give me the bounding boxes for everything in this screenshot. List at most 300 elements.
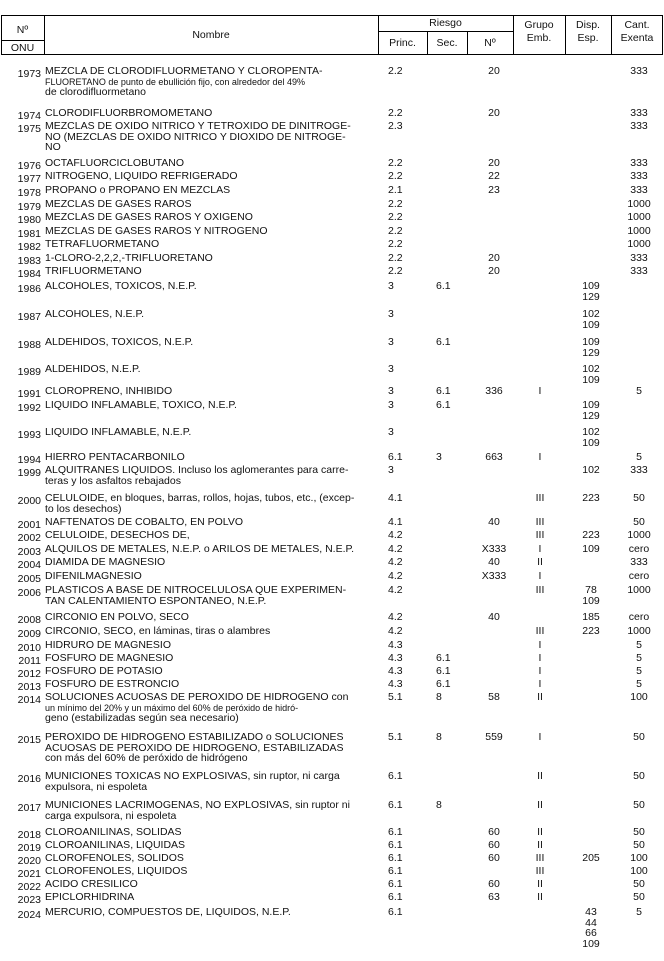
exempt-quantity (618, 692, 660, 703)
risk-principal: 6.1 (388, 770, 403, 782)
exempt-quantity-value: 50 (633, 770, 645, 782)
risk-number: X333 (481, 570, 507, 582)
exempt-quantity (618, 226, 660, 237)
exempt-quantity (618, 158, 660, 169)
substance-name-line: CLOROANILINAS, LIQUIDAS (45, 839, 186, 851)
substance-name-line: teras y los asfaltos rebajados (45, 474, 181, 487)
special-provision-code: 102 (582, 464, 600, 476)
special-provision-code: 129 (582, 346, 600, 359)
exempt-quantity-value: cero (628, 611, 650, 623)
un-number: 2012 (17, 668, 41, 680)
packing-group: II (537, 826, 543, 838)
risk-secondary: 6.1 (436, 385, 451, 397)
substance-name (45, 253, 385, 264)
un-number: 1976 (17, 160, 41, 172)
header-grupo-label: Emb. (526, 32, 552, 44)
risk-number: X333 (481, 543, 507, 555)
packing-group: I (538, 652, 542, 664)
substance-name-line: LIQUIDO INFLAMABLE, TOXICO, N.E.P. (45, 399, 237, 411)
special-provision-code: 109 (582, 280, 600, 292)
substance-name-line: NO (45, 141, 61, 153)
exempt-quantity (618, 386, 660, 397)
special-provision-code: 109 (582, 436, 600, 449)
risk-principal: 3 (388, 363, 394, 375)
un-number: 1982 (17, 241, 41, 253)
special-provisions (571, 337, 611, 358)
exempt-quantity-value: 1000 (627, 238, 651, 250)
risk-secondary: 6.1 (436, 336, 451, 348)
risk-principal: 6.1 (388, 878, 403, 890)
substance-name (45, 121, 385, 153)
header-grupo-label: Grupo (524, 19, 554, 31)
risk-principal: 6.1 (388, 799, 403, 811)
packing-group: III (535, 516, 545, 528)
risk-number: 20 (488, 252, 500, 264)
un-number: 1987 (17, 311, 41, 323)
special-provision-code: 78 (585, 584, 597, 596)
exempt-quantity (618, 800, 660, 811)
substance-name-line: un mínimo del 20% y un máximo del 60% de peróxido de hidró- (45, 702, 299, 713)
exempt-quantity-value: 333 (630, 157, 648, 169)
exempt-quantity-value: 333 (630, 120, 648, 132)
un-number: 1993 (17, 429, 41, 441)
risk-number: 58 (488, 691, 500, 703)
substance-name-line: NITROGENO, LIQUIDO REFRIGERADO (45, 170, 238, 182)
exempt-quantity-value: cero (628, 570, 650, 582)
un-number: 2023 (17, 894, 41, 906)
exempt-quantity-value: 5 (636, 678, 642, 690)
risk-principal: 4.2 (388, 529, 403, 541)
un-number: 1979 (17, 201, 41, 213)
un-number: 2017 (17, 802, 41, 814)
risk-principal: 3 (388, 336, 394, 348)
packing-group: II (537, 556, 543, 568)
header-riesgo-n-label: Nº (484, 37, 496, 49)
exempt-quantity-value: 100 (630, 691, 648, 703)
risk-principal: 4.2 (388, 570, 403, 582)
exempt-quantity (618, 493, 660, 504)
risk-secondary: 3 (436, 451, 442, 463)
exempt-quantity-value: 1000 (627, 584, 651, 596)
substance-name-line: CLOROFENOLES, SOLIDOS (45, 852, 184, 864)
substance-name-line: ALQUILOS DE METALES, N.E.P. o ARILOS DE METALES, N.E.P. (45, 543, 355, 555)
un-number: 2005 (17, 573, 41, 585)
un-number: 1981 (17, 228, 41, 240)
un-number: 2016 (17, 773, 41, 785)
risk-principal: 4.2 (388, 543, 403, 555)
risk-secondary: 6.1 (436, 678, 451, 690)
exempt-quantity-value: 50 (633, 516, 645, 528)
exempt-quantity (618, 465, 660, 476)
special-provision-code: 109 (582, 937, 600, 950)
substance-name-line: CLOROANILINAS, SOLIDAS (45, 826, 182, 838)
substance-name (45, 653, 385, 664)
exempt-quantity-value: 5 (636, 652, 642, 664)
substance-name-line: NAFTENATOS DE COBALTO, EN POLVO (45, 516, 243, 528)
risk-principal: 2.2 (388, 211, 403, 223)
un-number: 1978 (17, 187, 41, 199)
substance-name (45, 771, 385, 792)
substance-name (45, 907, 385, 918)
special-provisions (571, 544, 611, 555)
un-number: 2018 (17, 829, 41, 841)
risk-principal: 6.1 (388, 826, 403, 838)
risk-principal: 2.2 (388, 198, 403, 210)
special-provision-code: 205 (582, 852, 600, 864)
substance-name (45, 158, 385, 169)
risk-principal: 2.1 (388, 184, 403, 196)
packing-group: II (537, 770, 543, 782)
special-provision-code: 223 (582, 529, 600, 541)
risk-secondary: 6.1 (436, 665, 451, 677)
exempt-quantity (618, 666, 660, 677)
substance-name-line: PROPANO o PROPANO EN MEZCLAS (45, 184, 231, 196)
substance-name (45, 309, 385, 320)
exempt-quantity (618, 253, 660, 264)
substance-name-line: CIRCONIO, SECO, en láminas, tiras o alambres (45, 625, 271, 637)
exempt-quantity-value: 50 (633, 878, 645, 890)
risk-principal: 3 (388, 385, 394, 397)
packing-group: I (538, 639, 542, 651)
substance-name-line: CLOROFENOLES, LIQUIDOS (45, 865, 188, 877)
packing-group: I (538, 731, 542, 743)
un-number: 1980 (17, 214, 41, 226)
risk-principal: 2.2 (388, 107, 403, 119)
exempt-quantity-value: 1000 (627, 625, 651, 637)
special-provision-code: 66 (585, 927, 597, 939)
special-provision-code: 185 (582, 611, 600, 623)
substance-name-line: MUNICIONES TOXICAS NO EXPLOSIVAS, sin ruptor, ni carga (45, 770, 340, 782)
substance-name-line: CLOROPRENO, INHIBIDO (45, 385, 173, 397)
header-sec-label: Sec. (436, 37, 458, 49)
substance-name-line: FLUORETANO de punto de ebullición fijo, con alrededor del 49% (45, 76, 305, 87)
substance-name (45, 866, 385, 877)
special-provision-code: 109 (582, 318, 600, 331)
packing-group: III (535, 584, 545, 596)
special-provisions (571, 626, 611, 637)
risk-principal: 4.1 (388, 516, 403, 528)
substance-name (45, 679, 385, 690)
substance-name-line: TRIFLUORMETANO (45, 265, 142, 277)
substance-name-line: NO (MEZCLAS DE OXIDO NITRICO Y DIOXIDO DE NITROGE- (45, 130, 346, 143)
exempt-quantity-value: 50 (633, 891, 645, 903)
exempt-quantity (618, 612, 660, 623)
substance-name-line: geno (estabilizadas según sea necesario) (45, 712, 239, 724)
exempt-quantity-value: 1000 (627, 225, 651, 237)
special-provisions (571, 400, 611, 421)
exempt-quantity (618, 907, 660, 918)
exempt-quantity (618, 66, 660, 77)
substance-name-line: con más del 60% de peróxido de hidrógeno (45, 752, 248, 764)
un-number: 1984 (17, 268, 41, 280)
substance-name-line: TETRAFLUORMETANO (45, 238, 160, 250)
un-number: 2011 (18, 655, 41, 667)
header-divider (378, 31, 513, 32)
packing-group: I (538, 570, 542, 582)
risk-number: 336 (485, 385, 503, 397)
special-provision-code: 109 (582, 399, 600, 411)
risk-number: 60 (488, 839, 500, 851)
substance-name (45, 212, 385, 223)
special-provision-code: 109 (582, 594, 600, 607)
substance-name (45, 493, 385, 514)
risk-principal: 2.2 (388, 252, 403, 264)
risk-number: 60 (488, 878, 500, 890)
packing-group: II (537, 878, 543, 890)
special-provisions (571, 493, 611, 504)
special-provision-code: 102 (582, 426, 600, 438)
risk-principal: 3 (388, 464, 394, 476)
un-number: 2002 (17, 532, 41, 544)
exempt-quantity (618, 866, 660, 877)
substance-name (45, 337, 385, 348)
risk-principal: 4.2 (388, 556, 403, 568)
packing-group: II (537, 839, 543, 851)
substance-name-line: expulsora, ni espoleta (45, 780, 148, 793)
header-n-label: Nº (16, 24, 29, 36)
un-number: 2014 (17, 694, 41, 706)
packing-group: I (538, 451, 542, 463)
risk-principal: 2.2 (388, 65, 403, 77)
un-number: 2003 (17, 546, 41, 558)
risk-number: 20 (488, 265, 500, 277)
exempt-quantity (618, 840, 660, 851)
substance-name (45, 199, 385, 210)
header-divider (1, 40, 44, 41)
un-number: 1988 (17, 339, 41, 351)
exempt-quantity-value: 50 (633, 826, 645, 838)
risk-principal: 2.2 (388, 157, 403, 169)
exempt-quantity-value: 5 (636, 665, 642, 677)
special-provision-code: 129 (582, 290, 600, 303)
substance-name-line: CELULOIDE, DESECHOS DE, (45, 529, 190, 541)
special-provision-code: 223 (582, 625, 600, 637)
risk-number: 60 (488, 826, 500, 838)
risk-principal: 5.1 (388, 731, 403, 743)
substance-name-line: DIFENILMAGNESIO (45, 570, 142, 582)
special-provision-code: 109 (582, 336, 600, 348)
risk-number: 40 (488, 611, 500, 623)
un-number: 1973 (17, 68, 41, 80)
special-provision-code: 102 (582, 363, 600, 375)
un-number: 2006 (17, 587, 41, 599)
special-provisions (571, 427, 611, 448)
un-number: 2004 (17, 559, 41, 571)
exempt-quantity (618, 266, 660, 277)
header-nombre-label: Nombre (192, 29, 230, 41)
substance-name-line: de clorodifluormetano (45, 86, 146, 98)
exempt-quantity-value: 50 (633, 492, 645, 504)
special-provisions (571, 585, 611, 606)
risk-principal: 4.2 (388, 625, 403, 637)
exempt-quantity (618, 557, 660, 568)
exempt-quantity (618, 640, 660, 651)
special-provision-code: 102 (582, 308, 600, 320)
un-number: 1992 (17, 402, 41, 414)
substance-name (45, 66, 385, 98)
header-cant-label: Cant. (624, 19, 650, 31)
header-disp-label: Esp. (577, 32, 599, 44)
un-number: 2013 (17, 681, 41, 693)
risk-principal: 4.1 (388, 492, 403, 504)
exempt-quantity (618, 452, 660, 463)
exempt-quantity-value: 1000 (627, 529, 651, 541)
un-number: 1999 (17, 467, 41, 479)
risk-principal: 2.2 (388, 170, 403, 182)
substance-name (45, 386, 385, 397)
substance-name-line: MEZCLAS DE GASES RAROS Y OXIGENO (45, 211, 253, 223)
packing-group: III (535, 865, 545, 877)
exempt-quantity (618, 879, 660, 890)
exempt-quantity-value: 333 (630, 464, 648, 476)
special-provisions (571, 465, 611, 476)
packing-group: I (538, 385, 542, 397)
special-provisions (571, 281, 611, 302)
risk-secondary: 8 (436, 691, 442, 703)
risk-secondary: 6.1 (436, 652, 451, 664)
special-provision-code: 44 (585, 916, 597, 929)
exempt-quantity-value: 5 (636, 906, 642, 918)
substance-name (45, 879, 385, 890)
risk-principal: 2.2 (388, 225, 403, 237)
exempt-quantity-value: 333 (630, 184, 648, 196)
exempt-quantity-value: 333 (630, 556, 648, 568)
substance-name (45, 666, 385, 677)
un-number: 2009 (17, 628, 41, 640)
risk-principal: 3 (388, 308, 394, 320)
exempt-quantity (618, 585, 660, 596)
un-number: 2021 (17, 868, 41, 880)
risk-number: 22 (488, 170, 500, 182)
exempt-quantity-value: 100 (630, 852, 648, 864)
substance-name (45, 732, 385, 764)
substance-name-line: ALQUITRANES LIQUIDOS. Incluso los aglomerantes para carre- (45, 464, 349, 476)
substance-name-line: ALCOHOLES, TOXICOS, N.E.P. (45, 280, 197, 292)
header-disp-label: Disp. (576, 19, 600, 31)
substance-name-line: CIRCONIO EN POLVO, SECO (45, 611, 189, 623)
risk-number: 20 (488, 157, 500, 169)
packing-group: II (537, 799, 543, 811)
substance-name-line: OCTAFLUORCICLOBUTANO (45, 157, 185, 169)
substance-name-line: HIDRURO DE MAGNESIO (45, 639, 172, 651)
exempt-quantity-value: 333 (630, 265, 648, 277)
risk-principal: 2.3 (388, 120, 403, 132)
un-number: 1986 (17, 283, 41, 295)
exempt-quantity-value: 1000 (627, 211, 651, 223)
packing-group: I (538, 665, 542, 677)
substance-name (45, 612, 385, 623)
un-number: 1977 (17, 173, 41, 185)
risk-principal: 6.1 (388, 891, 403, 903)
substance-name-line: LIQUIDO INFLAMABLE, N.E.P. (45, 426, 192, 438)
exempt-quantity-value: cero (628, 543, 650, 555)
substance-name-line: FOSFURO DE MAGNESIO (45, 652, 174, 664)
substance-name-line: PEROXIDO DE HIDROGENO ESTABILIZADO o SOLUCIONES (45, 731, 344, 743)
substance-name-line: ALDEHIDOS, N.E.P. (45, 363, 141, 375)
substance-name-line: EPICLORHIDRINA (45, 891, 135, 903)
risk-secondary: 6.1 (436, 280, 451, 292)
substance-name (45, 108, 385, 119)
un-number: 2010 (17, 642, 41, 654)
risk-principal: 2.2 (388, 238, 403, 250)
risk-secondary: 8 (436, 731, 442, 743)
packing-group: I (538, 678, 542, 690)
substance-name-line: MEZCLAS DE GASES RAROS Y NITROGENO (45, 225, 268, 237)
risk-principal: 6.1 (388, 839, 403, 851)
risk-principal: 3 (388, 399, 394, 411)
special-provisions (571, 853, 611, 864)
un-number: 2001 (17, 519, 41, 531)
special-provision-code: 109 (582, 373, 600, 386)
substance-name (45, 452, 385, 463)
substance-name (45, 571, 385, 582)
substance-name-line: FOSFURO DE ESTRONCIO (45, 678, 180, 690)
substance-name (45, 585, 385, 606)
substance-name-line: ACUOSAS DE PEROXIDO DE HIDROGENO, ESTABILIZADAS (45, 741, 344, 754)
special-provisions (571, 309, 611, 330)
exempt-quantity-value: 333 (630, 107, 648, 119)
exempt-quantity (618, 185, 660, 196)
substance-name-line: ACIDO CRESILICO (45, 878, 138, 890)
substance-name (45, 427, 385, 438)
substance-name (45, 171, 385, 182)
substance-name (45, 281, 385, 292)
substance-name (45, 892, 385, 903)
exempt-quantity (618, 121, 660, 132)
risk-principal: 4.2 (388, 584, 403, 596)
substance-name-line: CLORODIFLUORBROMOMETANO (45, 107, 213, 119)
substance-name-line: ALDEHIDOS, TOXICOS, N.E.P. (45, 336, 194, 348)
exempt-quantity (618, 732, 660, 743)
risk-secondary: 6.1 (436, 399, 451, 411)
risk-principal: 3 (388, 280, 394, 292)
substance-name-line: MUNICIONES LACRIMOGENAS, NO EXPLOSIVAS, sin ruptor ni (45, 799, 350, 811)
risk-principal: 4.3 (388, 639, 403, 651)
risk-number: 663 (485, 451, 503, 463)
substance-name (45, 800, 385, 821)
exempt-quantity (618, 108, 660, 119)
substance-name (45, 266, 385, 277)
substance-name-line: MEZCLA DE CLORODIFLUORMETANO Y CLOROPENTA- (45, 65, 323, 77)
un-number: 1994 (17, 454, 41, 466)
packing-group: III (535, 852, 545, 864)
packing-group: II (537, 691, 543, 703)
special-provision-code: 129 (582, 409, 600, 422)
substance-name-line: carga expulsora, ni espoleta (45, 809, 177, 822)
substance-name (45, 692, 385, 724)
substance-name-line: MERCURIO, COMPUESTOS DE, LIQUIDOS, N.E.P. (45, 906, 291, 918)
un-number: 1989 (17, 366, 41, 378)
substance-name (45, 626, 385, 637)
risk-number: 20 (488, 107, 500, 119)
risk-principal: 2.2 (388, 265, 403, 277)
packing-group: II (537, 891, 543, 903)
un-number: 1974 (17, 110, 41, 122)
exempt-quantity (618, 544, 660, 555)
exempt-quantity (618, 626, 660, 637)
un-number: 2008 (17, 614, 41, 626)
un-number: 1983 (17, 255, 41, 267)
exempt-quantity (618, 892, 660, 903)
exempt-quantity-value: 50 (633, 731, 645, 743)
exempt-quantity-value: 5 (636, 639, 642, 651)
exempt-quantity-value: 1000 (627, 198, 651, 210)
exempt-quantity-value: 5 (636, 385, 642, 397)
substance-name (45, 364, 385, 375)
risk-number: 559 (485, 731, 503, 743)
packing-group: I (538, 543, 542, 555)
substance-name-line: SOLUCIONES ACUOSAS DE PEROXIDO DE HIDROGENO con (45, 691, 349, 703)
